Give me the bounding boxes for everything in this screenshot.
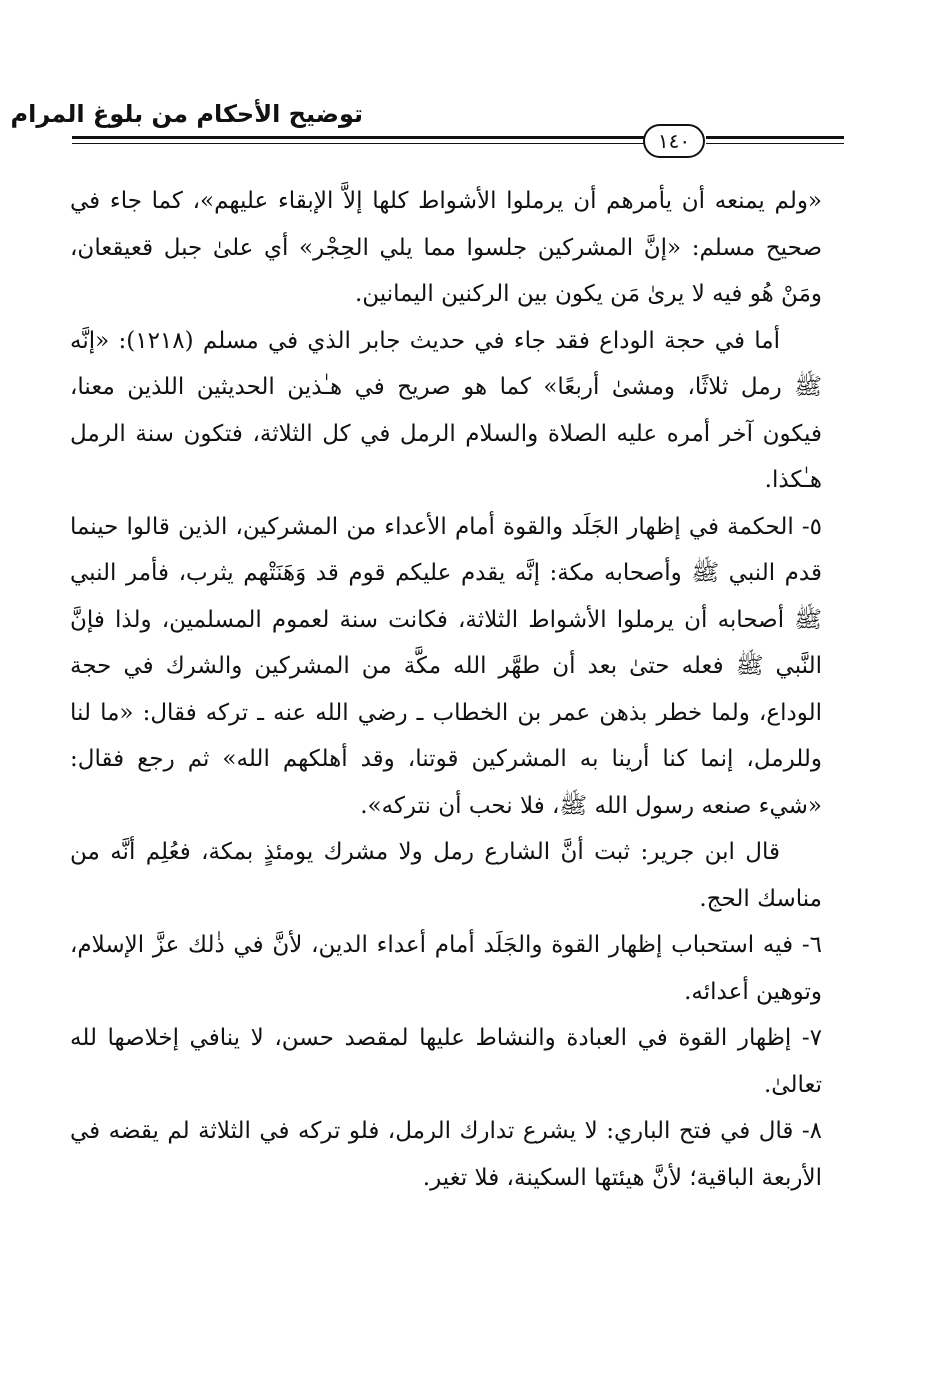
header-rule-thin-left [72,143,644,144]
page-number-frame [643,124,705,158]
page-header [0,0,941,190]
list-item-5: ٥- الحكمة في إظهار الجَلَد والقوة أمام الأعداء من المشركين، الذين قالوا حينما قدم النبي ﷺ وأصحابه مكة: إنَّه يقدم عليكم قوم قد وَهَنَتْهم يثرب، فأمر النبي ﷺ أصحابه أن يرملوا الأشواط الثلاثة، فكانت سنة لعموم المسلمين، ولذا فإنَّ النَّبي ﷺ فعله حتىٰ بعد أن طهَّر الله مكَّة من المشركين والشرك في حجة الوداع، ولما خطر بذهن عمر بن الخطاب ـ رضي الله عنه ـ تركه فقال: «ما لنا وللرمل، إنما كنا أرينا به المشركين قوتنا، وقد أهلكهم الله» ثم رجع فقال: «شيء صنعه رسول الله ﷺ، فلا نحب أن نتركه». [70,513,822,819]
running-title: توضيح الأحكام من بلوغ المرام [10,100,363,128]
list-item-6: ٦- فيه استحباب إظهار القوة والجَلَد أمام أعداء الدين، لأنَّ في ذٰلك عزَّ الإسلام، وتوهين أعدائه. [70,932,822,1005]
paragraph-1: «ولم يمنعه أن يأمرهم أن يرملوا الأشواط كلها إلاَّ الإبقاء عليهم»، كما جاء في صحيح مسلم: «إنَّ المشركين جلسوا مما يلي الحِجْر» أي علىٰ جبل قعيقعان، ومَنْ هُو فيه لا يرىٰ مَن يكون بين الركنين اليمانين. [70,188,822,307]
header-rule-thick-left [72,136,644,139]
body-text [70,178,822,1201]
list-item-8: ٨- قال في فتح الباري: لا يشرع تدارك الرمل، فلو تركه في الثلاثة لم يقضه في الأربعة الباقية؛ لأنَّ هيئتها السكينة، فلا تغير. [70,1118,822,1191]
list-item-7: ٧- إظهار القوة في العبادة والنشاط عليها لمقصد حسن، لا ينافي إخلاصها لله تعالىٰ. [70,1025,822,1098]
paragraph-ibn-jarir: قال ابن جرير: ثبت أنَّ الشارع رمل ولا مشرك يومئذٍ بمكة، فعُلِم أنَّه من مناسك الحج. [70,839,822,912]
page-number: ١٤٠ [657,129,691,153]
header-rule-thin-right [706,143,844,144]
header-rule-thick-right [706,136,844,139]
paragraph-2: أما في حجة الوداع فقد جاء في حديث جابر الذي في مسلم (١٢١٨): «إنَّه ﷺ رمل ثلاثًا، ومشىٰ أربعًا» كما هو صريح في هـٰذين الحديثين اللذين معنا، فيكون آخر أمره عليه الصلاة والسلام الرمل في كل الثلاثة، فتكون سنة الرمل هـٰكذا. [70,327,822,493]
